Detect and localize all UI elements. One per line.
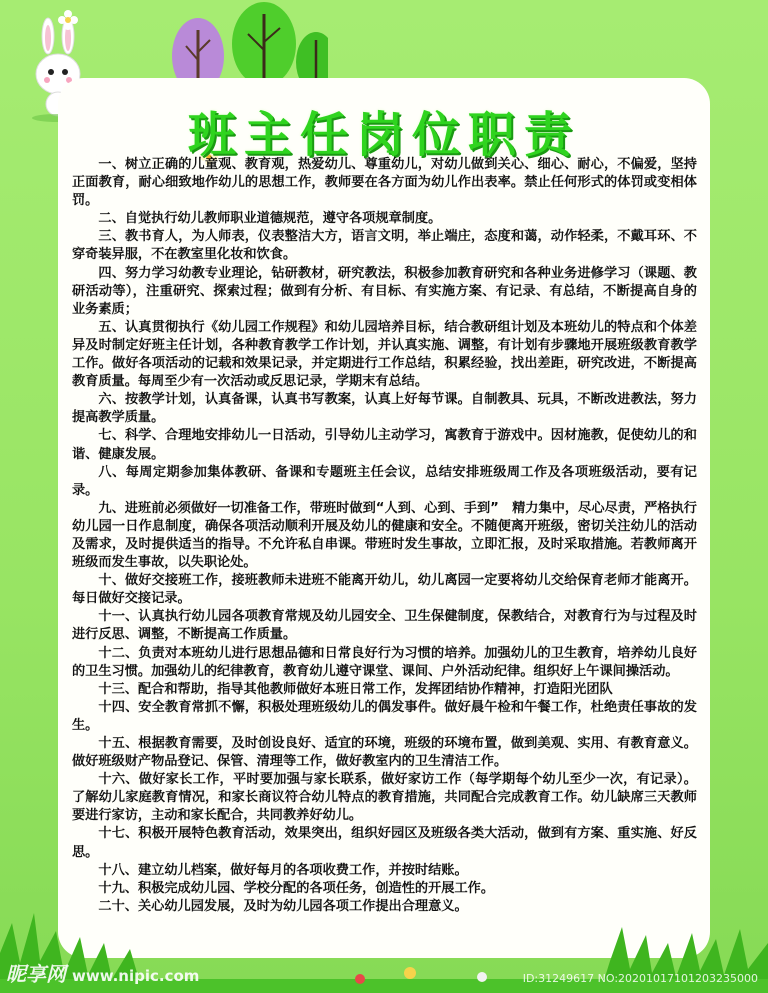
- duty-item: 三、教书育人，为人师表，仪表整洁大方，语言文明，举止端庄，态度和蔼，动作轻柔，不戴耳环、不穿奇装异服，不在教室里化妆和饮食。: [72, 229, 697, 263]
- duty-item: 八、每周定期参加集体教研、备课和专题班主任会议，总结安排班级周工作及各项班级活动，要有记录。: [72, 464, 697, 498]
- duties-list: [72, 156, 697, 916]
- flower-icon: [477, 972, 487, 982]
- duty-item: 十九、积极完成幼儿园、学校分配的各项任务，创造性的开展工作。: [98, 880, 495, 896]
- watermark-brand-name: 昵享网: [6, 962, 66, 986]
- duty-item: 二十、关心幼儿园发展，及时为幼儿园各项工作提出合理意义。: [98, 898, 468, 914]
- flower-icon: [355, 974, 365, 984]
- duty-item: 四、努力学习幼教专业理论，钻研教材，研究教法，积极参加教育研究和各种业务进修学习（课题、教研活动等），注重研究、探索过程；做到有分析、有目标、有实施方案、有记录、有总结，不断提高自身的业务素质；: [72, 265, 697, 317]
- duty-item: 九、进班前必须做好一切准备工作，带班时做到“人到、心到、手到” 精力集中，尽心尽责，严格执行幼儿园一日作息制度，确保各项活动顺利开展及幼儿的健康和安全。不随便离开班级，密切关注幼儿的活动及需求，及时提供适当的指导。不允许私自串课。带班时发生事故，立即汇报，及时采取措施。若教师离开班级而发生事故，以失职论处。: [72, 500, 697, 571]
- duty-item: 十六、做好家长工作，平时要加强与家长联系，做好家访工作（每学期每个幼儿至少一次，有记录）。了解幼儿家庭教育情况，和家长商议符合幼儿特点的教育措施，共同配合完成教育工作。幼儿缺席三天教师要进行家访，主动和家长配合，共同教养好幼儿。: [72, 772, 697, 824]
- duty-item: 十五、根据教育需要，及时创设良好、适宜的环境，班级的环境布置，做到美观、实用、有教育意义。做好班级财产物品登记、保管、清理等工作，做好教室内的卫生清洁工作。: [72, 736, 697, 770]
- duty-item: 十三、配合和帮助，指导其他教师做好本班日常工作，发挥团结协作精神，打造阳光团队: [98, 681, 613, 697]
- duty-item: 十二、负责对本班幼儿进行思想品德和日常良好行为习惯的培养。加强幼儿的卫生教育，培养幼儿良好的卫生习惯。加强幼儿的纪律教育，教育幼儿遵守课堂、课间、户外活动纪律。组织好上午课间操活动。: [72, 645, 697, 679]
- page-title: 班主任岗位职责: [187, 107, 580, 163]
- duty-item: 十一、认真执行幼儿园各项教育常规及幼儿园安全、卫生保健制度，保教结合，对教育行为与过程及时进行反思、调整，不断提高工作质量。: [72, 609, 697, 643]
- flower-icon: [404, 967, 416, 979]
- duty-item: 六、按教学计划，认真备课，认真书写教案，认真上好每节课。自制教具、玩具，不断改进教法，努力提高教学质量。: [72, 392, 697, 426]
- duty-item: 十七、积极开展特色教育活动，效果突出，组织好园区及班级各类大活动，做到有方案、重实施、好反思。: [72, 826, 697, 860]
- duty-item: 十、做好交接班工作，接班教师未进班不能离开幼儿，幼儿离园一定要将幼儿交给保育老师才能离开。每日做好交接记录。: [72, 573, 697, 607]
- duty-item: 七、科学、合理地安排幼儿一日活动，引导幼儿主动学习，寓教育于游戏中。因材施教，促使幼儿的和谐、健康发展。: [72, 428, 697, 462]
- watermark-id: ID:31249617 NO:20201017101203235000: [522, 972, 758, 985]
- duty-item: 五、认真贯彻执行《幼儿园工作规程》和幼儿园培养目标，结合教研组计划及本班幼儿的特点和个体差异及时制定好班主任计划，各种教育教学工作计划，并认真实施、调整，有计划有步骤地开展班级教育教学工作。做好各项活动的记载和效果记录，并定期进行工作总结，积累经验，找出差距，研究改进，不断提高教育质量。每周至少有一次活动或反思记录，学期末有总结。: [72, 319, 697, 390]
- duty-item: 十八、建立幼儿档案，做好每月的各项收费工作，并按时结账。: [98, 862, 468, 878]
- duty-item: 十四、安全教育常抓不懈，积极处理班级幼儿的偶发事件。做好晨午检和午餐工作，杜绝责任事故的发生。: [72, 699, 697, 733]
- watermark-brand: [6, 958, 199, 987]
- duty-item: 二、自觉执行幼儿教师职业道德规范，遵守各项规章制度。: [98, 211, 442, 227]
- watermark-url: www.nipic.com: [72, 967, 200, 985]
- duty-item: 一、树立正确的儿童观、教育观，热爱幼儿、尊重幼儿，对幼儿做到关心、细心、耐心，不偏爱，坚持正面教育，耐心细致地作幼儿的思想工作，教师要在各方面为幼儿作出表率。禁止任何形式的体罚或变相体罚。: [72, 157, 697, 209]
- flower-icon: [58, 10, 78, 30]
